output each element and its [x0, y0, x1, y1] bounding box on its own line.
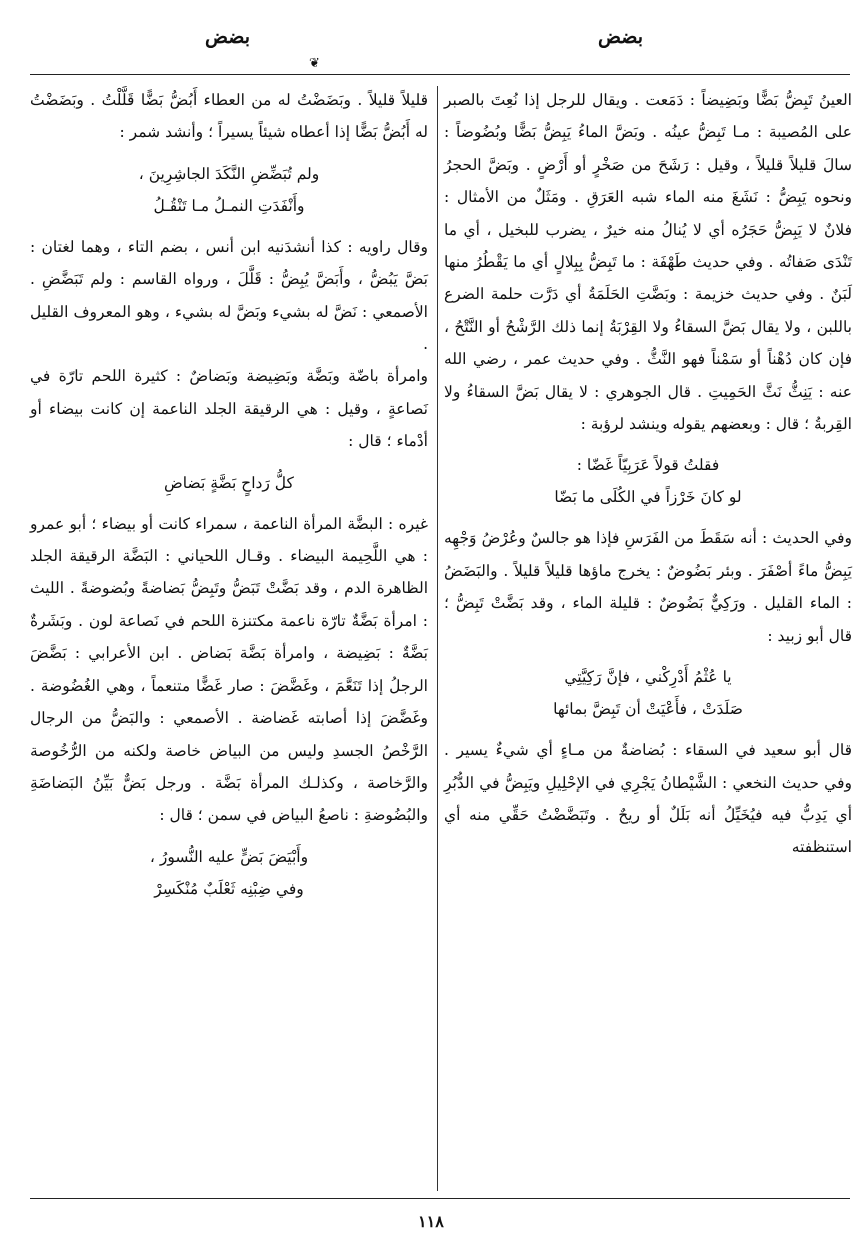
- left-paragraph-4: غيره : البضَّة المرأة الناعمة ، سمراء كانت أو بيضاء ؛ أبو عمرو : هي اللَّحِيمة البيضاء . وقـال اللحياني : البَضَّة الرقيقة الجلد الظاهرة الدم ، وقد بَضَّتْ تَبَضُّ وتَبِضُّ بَضاضةً وبُضوضةً . الليث : امرأة بَضَّةٌ تارّة ناعمة مكتنزة اللحم في نَصاعة لون . وبَشَرةٌ بَضَّةٌ : بَضِيضة ، وامرأة بَضَّة بَضاض . ابن الأعرابي : بَضَّضَ الرجلُ إذا تَنَعَّمَ ، وغَضَّضَ : صار غَضًّا متنعماً ، وهي الغُضُوضة . وغَضَّضَ إذا أصابته غَضاضة . الأصمعي : والبَضُّ من الرجال الرَّخْصُ الجسدِ وليس من البياض خاصة ولكنه من الرُّخُوصة والرَّخاصة ، وكذلـك المرأة بَضَّة . ورجل بَضٌّ بَيِّنُ البَضاضَةِ والبُضُوضةِ : ناصعُ البياض في سمن ؛ قال :: [30, 514, 428, 825]
- right-paragraph-1: العينُ تَبِضُّ بَضًّا وبَضِيضاً : دَمَعت . ويقال للرجل إذا نُعِتَ بالصبر على المُصيبة : مـا تَبِضُّ عينُه . وبَضَّ الماءُ يَبِضُّ بَضًّا وبُضُوضاً : سالَ قليلاً قليلاً ، وقيل : رَشَحَ من صَخْرٍ أو أَرْضٍ . وبَضَّ الحجرُ ونحوه يَبِضُّ : نَشَغَ منه الماء شبه العَرَقِ . ومَثَلٌ من الأمثال : فلانٌ لا يَبِضُّ حَجَرُه أي لا يُنالُ منه خيرٌ ، يضرب للبخيل ، أي ما تَنْدَى صَفاتُه . وفي حديث طَهْفَة : ما تَبِضُّ بِبِلالٍ أي ما يَقْطُرُ منها لَبَنٌ . وفي حديث خزيمة : وبَضَّتِ الحَلَمَةُ أي دَرَّت حلمة الضرع باللبن ، ولا يقال بَضَّ السقاءُ ولا القِرْبَةُ إنما ذلك الرَّشْحُ أو النَّتْحُ ، فإن كان دُهْناً أو سَمْناً فهو النَّثُّ . وفي حديث عمر ، رضي الله عنه : يَنِثُّ نَثَّ الحَمِيتِ . قال الجوهري : لا يقال بَضَّ السقاءُ ولا القِربةُ ؛ قال : وبعضهم يقوله وينشد لرؤبة :: [444, 91, 852, 434]
- left-verse-3: [30, 841, 428, 905]
- verse-line: وأَبْيَضَ بَضٍّ عليه النُّسورُ ،: [149, 847, 309, 866]
- left-column-headword: بضض: [205, 26, 251, 48]
- verse-line: كلُّ رَداحٍ بَضَّةٍ بَضاضِ: [164, 473, 294, 492]
- page-number: ١١٨: [418, 1212, 444, 1231]
- verse-line: فقلتُ قولاً عَرَبِيّاً غَضّا :: [576, 456, 720, 475]
- verse-line: وفي ضِبْنِه ثَعْلَبٌ مُنْكَسِرْ: [154, 879, 304, 898]
- footer-rule: [30, 1198, 850, 1199]
- verse-line: لو كانَ خَرْزاً في الكُلَى ما بَضّا: [554, 488, 742, 507]
- right-verse-1: [444, 449, 852, 513]
- right-paragraph-3: قال أبو سعيد في السقاء : بُضاضةٌ من مـاءٍ أي شيءٌ يسير . وفي حديث النخعي : الشَّيْطانُ يَجْرِي في الإحْلِيلِ ويَبِضُّ في الدُّبُرِ أي يَدِبُّ فيه فيُخَيِّلُ أنه بَلَلٌ أو ريحٌ . وتَبَضَّضْتُ حَقِّي منه أي استنظفته: [444, 741, 852, 857]
- column-divider: [437, 86, 438, 1191]
- left-paragraph-2: وقال راويه : كذا أنشدَنيه ابن أنس ، بضم التاء ، وهما لغتان : بَضَّ يَبُضُّ ، وأَبَضَّ يُبِضُّ : قَلَّلَ ، ورواه القاسم : ولم تَبَضَّضِ . الأصمعي : نَضَّ له بشيء وبَضَّ له بشيء ، وهو المعروف القليل .: [30, 237, 428, 354]
- header-rule: [30, 74, 850, 75]
- verse-line: ولم تُبَضِّضِ النَّكَدَ الجاشِرِينَ ،: [138, 164, 320, 183]
- verse-line: وأَنْفَدَتِ النمـلُ مـا تَنْقُـلُ: [153, 196, 305, 215]
- left-verse-1: [30, 158, 428, 222]
- left-paragraph-3: وامرأة باضّة وبَضَّة وبَضِيضة وبَضاضٌ : كثيرة اللحم تارّة في نَصاعةٍ ، وقيل : هي الرقيقة الجلد الناعمة إن كانت بيضاء أو أدْماء ؛ قال :: [30, 367, 428, 451]
- left-verse-2: [30, 467, 428, 499]
- right-paragraph-2: وفي الحديث : أنه سَقَطَ من الفَرَسِ فإذا هو جالسٌ وعُرْضُ وَجْهِه يَبِضُّ ماءً أصْفَرَ . وبئر بَضُوضٌ : يخرج ماؤها قليلاً قليلاً . والبَضَضُ : الماء القليل . ورَكِيٌّ بَضُوضٌ : قليلة الماء ، وقد بَضَّتْ تَبِضُّ ؛ قال أبو زبيد :: [444, 529, 852, 645]
- right-verse-2: [444, 661, 852, 725]
- verse-line: صَلَدَتْ ، فأَعْيَتْ أن تَبِضَّ بمائها: [553, 700, 743, 719]
- right-column: [444, 84, 852, 864]
- left-paragraph-1: قليلاً قليلاً . وبَضَضْتُ له من العطاء أَبُضُّ بَضًّا قَلَّلْتُ . وبَضَضْتُ له أَبُضُّ بَضًّا إذا أعطاه شيئاً يسيراً ؛ وأنشد شمر :: [30, 91, 428, 142]
- left-column: [30, 84, 428, 914]
- right-column-headword: بضض: [598, 26, 644, 48]
- header-ornament-icon: ❦: [309, 56, 320, 71]
- verse-line: يا عُثْمُ أَدْرِكْني ، فإنَّ رَكِيَّتِي: [564, 668, 732, 687]
